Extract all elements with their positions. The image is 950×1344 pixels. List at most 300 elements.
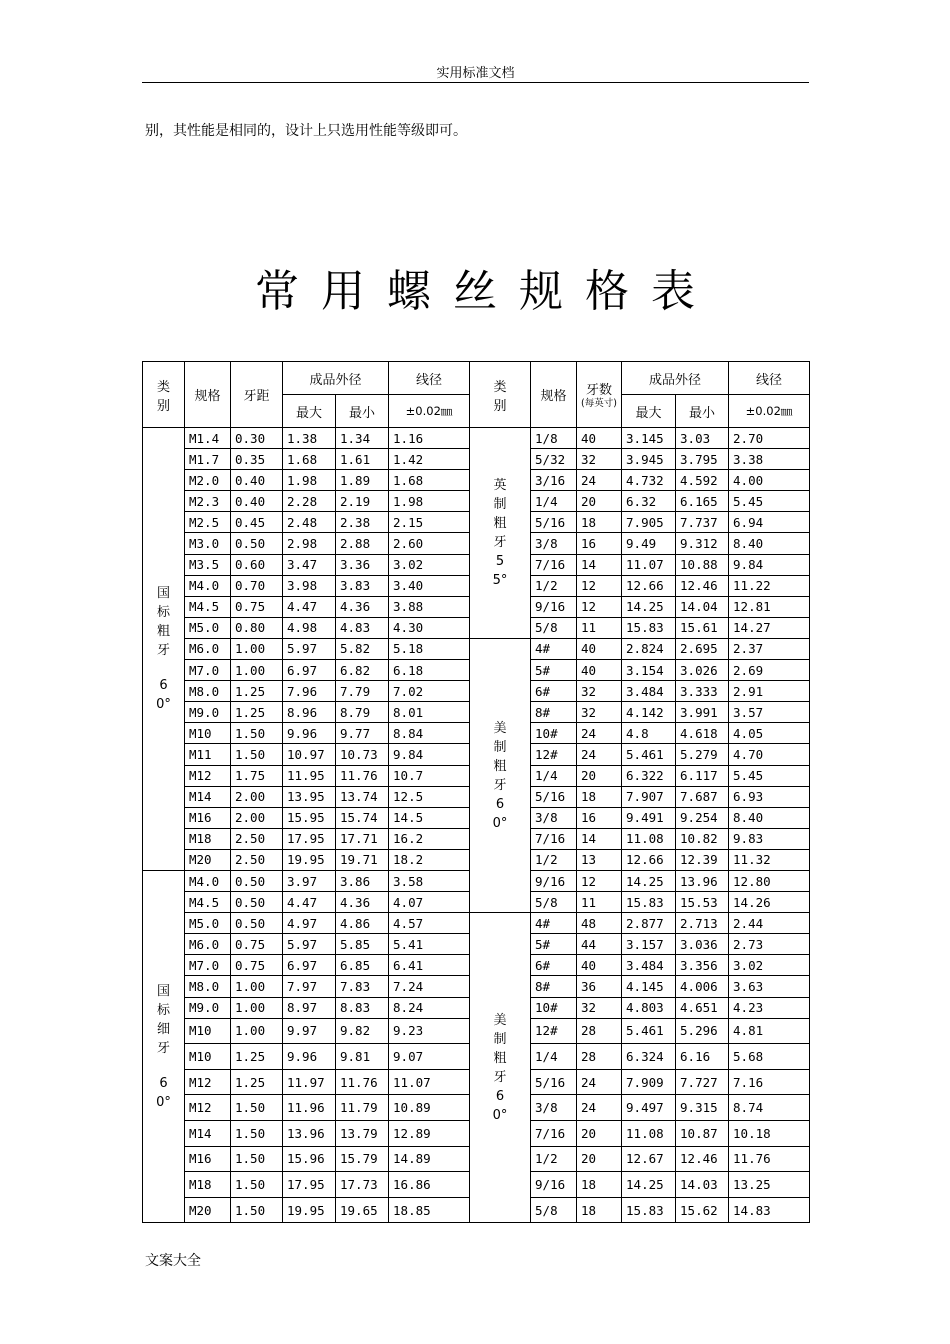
right-cell-tpi: 14 (577, 828, 622, 849)
header-spec-right: 规格 (531, 362, 577, 428)
left-cell-spec: M3.0 (185, 533, 231, 554)
right-cell-min: 3.036 (676, 934, 729, 955)
right-cell-wire: 3.02 (729, 955, 810, 976)
right-cell-tpi: 44 (577, 934, 622, 955)
left-cell-spec: M14 (185, 1121, 231, 1147)
left-cell-max: 5.97 (283, 638, 336, 659)
right-cell-max: 11.08 (622, 1121, 676, 1147)
right-cell-wire: 14.26 (729, 892, 810, 913)
right-cell-size: 9/16 (531, 1172, 577, 1198)
header-spec-left: 规格 (185, 362, 231, 428)
right-cell-wire: 13.25 (729, 1172, 810, 1198)
right-cell-size: 7/16 (531, 554, 577, 575)
left-cell-wire: 7.02 (389, 681, 470, 702)
right-cell-tpi: 16 (577, 807, 622, 828)
right-cell-size: 5/16 (531, 512, 577, 533)
left-cell-min: 2.38 (336, 512, 389, 533)
left-cell-wire: 4.07 (389, 892, 470, 913)
right-cell-wire: 14.27 (729, 617, 810, 638)
right-cell-tpi: 32 (577, 449, 622, 470)
right-cell-max: 2.877 (622, 913, 676, 934)
left-cell-wire: 9.84 (389, 744, 470, 765)
left-cell-max: 11.95 (283, 765, 336, 786)
left-cell-min: 13.74 (336, 786, 389, 807)
left-cell-wire: 8.84 (389, 723, 470, 744)
left-cell-max: 19.95 (283, 849, 336, 870)
footer-text: 文案大全 (145, 1253, 201, 1269)
right-cell-size: 5/16 (531, 1069, 577, 1095)
right-cell-size: 3/8 (531, 1095, 577, 1121)
right-cell-wire: 14.83 (729, 1197, 810, 1223)
right-cell-max: 2.824 (622, 638, 676, 659)
left-cell-pitch: 1.00 (231, 1018, 283, 1044)
left-cell-spec: M14 (185, 786, 231, 807)
left-cell-max: 15.96 (283, 1146, 336, 1172)
header-min-right: 最小 (676, 395, 729, 428)
left-cell-pitch: 1.50 (231, 723, 283, 744)
left-category-name: 国标细牙 (156, 983, 170, 1056)
right-category-name: 美制粗牙 (493, 720, 507, 793)
right-cell-tpi: 12 (577, 596, 622, 617)
left-cell-min: 7.83 (336, 976, 389, 997)
right-cell-size: 10# (531, 723, 577, 744)
left-cell-min: 9.77 (336, 723, 389, 744)
left-cell-min: 1.61 (336, 449, 389, 470)
right-cell-size: 9/16 (531, 596, 577, 617)
left-cell-wire: 3.02 (389, 554, 470, 575)
right-cell-max: 15.83 (622, 617, 676, 638)
left-cell-max: 4.97 (283, 913, 336, 934)
left-cell-spec: M8.0 (185, 681, 231, 702)
left-cell-spec: M4.0 (185, 870, 231, 891)
right-cell-size: 1/4 (531, 765, 577, 786)
right-cell-min: 14.03 (676, 1172, 729, 1198)
left-cell-min: 4.36 (336, 596, 389, 617)
left-cell-max: 3.97 (283, 870, 336, 891)
header-pitch: 牙距 (231, 362, 283, 428)
left-cell-spec: M10 (185, 1018, 231, 1044)
left-category-angle: 60° (156, 1075, 171, 1110)
right-category-angle: 60° (492, 1088, 508, 1123)
left-cell-min: 13.79 (336, 1121, 389, 1147)
right-cell-min: 4.618 (676, 723, 729, 744)
left-cell-max: 1.68 (283, 449, 336, 470)
right-cell-min: 5.279 (676, 744, 729, 765)
table-row (143, 428, 810, 449)
left-cell-wire: 6.18 (389, 660, 470, 681)
left-cell-min: 2.19 (336, 491, 389, 512)
left-cell-spec: M7.0 (185, 955, 231, 976)
right-cell-tpi: 11 (577, 892, 622, 913)
right-cell-max: 4.8 (622, 723, 676, 744)
right-cell-max: 12.66 (622, 849, 676, 870)
right-cell-max: 3.157 (622, 934, 676, 955)
left-cell-wire: 11.07 (389, 1069, 470, 1095)
right-cell-wire: 2.69 (729, 660, 810, 681)
table-body (143, 428, 810, 1223)
left-cell-pitch: 1.25 (231, 681, 283, 702)
header-max-left: 最大 (283, 395, 336, 428)
right-cell-min: 2.695 (676, 638, 729, 659)
left-cell-max: 13.95 (283, 786, 336, 807)
right-cell-tpi: 28 (577, 1018, 622, 1044)
right-category-1 (470, 638, 531, 912)
right-cell-max: 3.484 (622, 681, 676, 702)
right-cell-tpi: 40 (577, 638, 622, 659)
right-cell-max: 5.461 (622, 744, 676, 765)
left-cell-min: 8.79 (336, 702, 389, 723)
right-cell-size: 1/2 (531, 1146, 577, 1172)
right-cell-max: 6.322 (622, 765, 676, 786)
right-cell-size: 6# (531, 681, 577, 702)
header-max-right: 最大 (622, 395, 676, 428)
left-cell-min: 5.82 (336, 638, 389, 659)
right-cell-min: 13.96 (676, 870, 729, 891)
left-cell-wire: 9.23 (389, 1018, 470, 1044)
right-cell-max: 7.905 (622, 512, 676, 533)
right-cell-size: 5/8 (531, 1197, 577, 1223)
left-cell-pitch: 2.50 (231, 828, 283, 849)
right-cell-tpi: 20 (577, 1146, 622, 1172)
left-cell-max: 19.95 (283, 1197, 336, 1223)
right-cell-size: 3/8 (531, 807, 577, 828)
left-cell-spec: M1.7 (185, 449, 231, 470)
right-cell-tpi: 20 (577, 491, 622, 512)
right-cell-wire: 7.16 (729, 1069, 810, 1095)
right-cell-min: 3.991 (676, 702, 729, 723)
left-cell-wire: 16.86 (389, 1172, 470, 1198)
left-cell-min: 2.88 (336, 533, 389, 554)
page-title: 常用螺丝规格表 (255, 266, 717, 317)
right-cell-wire: 5.45 (729, 491, 810, 512)
left-cell-spec: M4.5 (185, 892, 231, 913)
left-category-0 (143, 428, 185, 871)
right-cell-size: 1/4 (531, 1044, 577, 1070)
right-cell-max: 7.909 (622, 1069, 676, 1095)
left-category-angle: 60° (156, 677, 171, 712)
right-cell-tpi: 18 (577, 1197, 622, 1223)
left-cell-pitch: 2.00 (231, 786, 283, 807)
left-cell-pitch: 1.00 (231, 660, 283, 681)
right-cell-min: 6.165 (676, 491, 729, 512)
right-cell-size: 7/16 (531, 828, 577, 849)
right-cell-size: 5/8 (531, 892, 577, 913)
header-tpi-note: (每英寸) (581, 398, 617, 409)
right-cell-wire: 4.00 (729, 470, 810, 491)
left-cell-pitch: 1.25 (231, 1069, 283, 1095)
left-cell-pitch: 0.75 (231, 596, 283, 617)
right-cell-max: 11.07 (622, 554, 676, 575)
right-cell-min: 4.651 (676, 997, 729, 1018)
right-cell-tpi: 32 (577, 702, 622, 723)
right-cell-tpi: 24 (577, 1069, 622, 1095)
left-cell-max: 6.97 (283, 660, 336, 681)
right-cell-min: 4.592 (676, 470, 729, 491)
left-cell-wire: 18.85 (389, 1197, 470, 1223)
right-cell-tpi: 18 (577, 786, 622, 807)
left-cell-spec: M12 (185, 1069, 231, 1095)
right-cell-max: 12.67 (622, 1146, 676, 1172)
right-cell-wire: 2.70 (729, 428, 810, 449)
right-cell-wire: 2.73 (729, 934, 810, 955)
right-cell-tpi: 40 (577, 428, 622, 449)
left-cell-spec: M9.0 (185, 997, 231, 1018)
left-cell-pitch: 0.70 (231, 575, 283, 596)
header-tpi-label: 牙数 (586, 383, 613, 398)
right-cell-min: 3.026 (676, 660, 729, 681)
left-cell-wire: 4.30 (389, 617, 470, 638)
left-cell-max: 4.47 (283, 596, 336, 617)
left-cell-spec: M11 (185, 744, 231, 765)
left-cell-wire: 5.18 (389, 638, 470, 659)
right-cell-min: 2.713 (676, 913, 729, 934)
right-cell-min: 15.62 (676, 1197, 729, 1223)
right-cell-max: 4.145 (622, 976, 676, 997)
left-cell-min: 9.81 (336, 1044, 389, 1070)
header-min-left: 最小 (336, 395, 389, 428)
right-cell-size: 10# (531, 997, 577, 1018)
right-cell-tpi: 11 (577, 617, 622, 638)
right-cell-max: 9.497 (622, 1095, 676, 1121)
left-cell-min: 19.65 (336, 1197, 389, 1223)
left-cell-min: 4.36 (336, 892, 389, 913)
left-cell-min: 17.73 (336, 1172, 389, 1198)
right-category-name: 英制粗牙 (493, 477, 507, 550)
right-cell-tpi: 16 (577, 533, 622, 554)
header-tpi (577, 362, 622, 428)
left-cell-min: 8.83 (336, 997, 389, 1018)
right-cell-tpi: 18 (577, 512, 622, 533)
right-cell-min: 15.53 (676, 892, 729, 913)
left-cell-wire: 3.58 (389, 870, 470, 891)
left-cell-pitch: 0.30 (231, 428, 283, 449)
right-cell-max: 6.32 (622, 491, 676, 512)
left-cell-spec: M12 (185, 765, 231, 786)
right-cell-tpi: 28 (577, 1044, 622, 1070)
right-cell-tpi: 24 (577, 723, 622, 744)
right-cell-tpi: 14 (577, 554, 622, 575)
left-cell-max: 7.97 (283, 976, 336, 997)
left-cell-spec: M12 (185, 1095, 231, 1121)
right-category-name: 美制粗牙 (493, 1012, 507, 1085)
right-category-0 (470, 428, 531, 639)
left-cell-min: 6.85 (336, 955, 389, 976)
right-cell-wire: 2.44 (729, 913, 810, 934)
left-cell-wire: 3.40 (389, 575, 470, 596)
right-cell-wire: 4.81 (729, 1018, 810, 1044)
left-cell-pitch: 0.35 (231, 449, 283, 470)
left-cell-pitch: 1.50 (231, 1095, 283, 1121)
right-cell-min: 5.296 (676, 1018, 729, 1044)
left-cell-max: 11.96 (283, 1095, 336, 1121)
right-cell-tpi: 24 (577, 1095, 622, 1121)
left-cell-min: 5.85 (336, 934, 389, 955)
left-cell-max: 4.47 (283, 892, 336, 913)
left-cell-pitch: 0.50 (231, 913, 283, 934)
right-cell-wire: 2.37 (729, 638, 810, 659)
right-category-2 (470, 913, 531, 1223)
left-cell-min: 3.36 (336, 554, 389, 575)
header-category-left: 类别 (143, 362, 185, 428)
right-cell-max: 14.25 (622, 1172, 676, 1198)
right-cell-wire: 11.76 (729, 1146, 810, 1172)
right-cell-size: 7/16 (531, 1121, 577, 1147)
right-cell-tpi: 48 (577, 913, 622, 934)
left-cell-pitch: 1.50 (231, 1146, 283, 1172)
right-cell-wire: 3.57 (729, 702, 810, 723)
left-cell-spec: M8.0 (185, 976, 231, 997)
left-cell-max: 9.97 (283, 1018, 336, 1044)
right-cell-tpi: 24 (577, 470, 622, 491)
left-cell-spec: M1.4 (185, 428, 231, 449)
running-header: 实用标准文档 (436, 66, 515, 81)
left-cell-pitch: 0.40 (231, 491, 283, 512)
header-outer-dia-right: 成品外径 (622, 362, 729, 395)
left-cell-min: 17.71 (336, 828, 389, 849)
right-cell-tpi: 40 (577, 955, 622, 976)
right-cell-wire: 8.74 (729, 1095, 810, 1121)
right-cell-min: 3.795 (676, 449, 729, 470)
left-cell-wire: 10.89 (389, 1095, 470, 1121)
left-cell-wire: 7.24 (389, 976, 470, 997)
header-divider (142, 82, 809, 83)
right-cell-size: 9/16 (531, 870, 577, 891)
right-cell-size: 1/8 (531, 428, 577, 449)
left-cell-wire: 8.01 (389, 702, 470, 723)
right-cell-tpi: 18 (577, 1172, 622, 1198)
left-cell-min: 6.82 (336, 660, 389, 681)
left-cell-max: 15.95 (283, 807, 336, 828)
right-cell-max: 15.83 (622, 892, 676, 913)
left-cell-spec: M7.0 (185, 660, 231, 681)
right-cell-min: 6.16 (676, 1044, 729, 1070)
right-cell-min: 15.61 (676, 617, 729, 638)
header-tolerance-right: ±0.02㎜ (729, 395, 810, 428)
right-cell-size: 1/4 (531, 491, 577, 512)
right-cell-size: 3/16 (531, 470, 577, 491)
left-cell-spec: M4.5 (185, 596, 231, 617)
left-cell-max: 8.96 (283, 702, 336, 723)
table-row (143, 913, 810, 934)
right-cell-wire: 4.70 (729, 744, 810, 765)
left-category-1 (143, 870, 185, 1222)
left-cell-min: 11.76 (336, 765, 389, 786)
left-cell-spec: M6.0 (185, 638, 231, 659)
right-cell-max: 3.945 (622, 449, 676, 470)
left-cell-max: 8.97 (283, 997, 336, 1018)
left-cell-max: 7.96 (283, 681, 336, 702)
right-cell-min: 7.687 (676, 786, 729, 807)
left-cell-min: 3.86 (336, 870, 389, 891)
left-cell-spec: M18 (185, 1172, 231, 1198)
right-cell-size: 1/2 (531, 849, 577, 870)
right-cell-wire: 8.40 (729, 533, 810, 554)
right-cell-tpi: 24 (577, 744, 622, 765)
left-cell-max: 9.96 (283, 723, 336, 744)
left-cell-wire: 2.60 (389, 533, 470, 554)
left-cell-max: 10.97 (283, 744, 336, 765)
left-cell-pitch: 1.00 (231, 997, 283, 1018)
left-cell-min: 10.73 (336, 744, 389, 765)
left-cell-pitch: 2.50 (231, 849, 283, 870)
right-cell-size: 12# (531, 744, 577, 765)
right-cell-size: 6# (531, 955, 577, 976)
left-cell-pitch: 1.00 (231, 638, 283, 659)
right-cell-wire: 3.63 (729, 976, 810, 997)
left-cell-min: 15.74 (336, 807, 389, 828)
left-category-name: 国标粗牙 (156, 585, 170, 658)
right-cell-max: 9.491 (622, 807, 676, 828)
left-cell-min: 1.34 (336, 428, 389, 449)
left-cell-spec: M20 (185, 849, 231, 870)
right-cell-min: 12.46 (676, 1146, 729, 1172)
right-cell-wire: 11.22 (729, 575, 810, 596)
left-cell-wire: 12.5 (389, 786, 470, 807)
header-tolerance-left: ±0.02㎜ (389, 395, 470, 428)
right-cell-wire: 5.45 (729, 765, 810, 786)
header-wire-dia-right: 线径 (729, 362, 810, 395)
left-cell-wire: 6.41 (389, 955, 470, 976)
right-cell-tpi: 40 (577, 660, 622, 681)
right-cell-wire: 6.93 (729, 786, 810, 807)
left-cell-spec: M20 (185, 1197, 231, 1223)
right-cell-tpi: 12 (577, 575, 622, 596)
right-category-angle: 60° (492, 796, 508, 831)
left-cell-max: 3.98 (283, 575, 336, 596)
header-wire-dia-left: 线径 (389, 362, 470, 395)
left-cell-wire: 14.5 (389, 807, 470, 828)
left-cell-wire: 5.41 (389, 934, 470, 955)
right-cell-wire: 12.80 (729, 870, 810, 891)
right-cell-wire: 10.18 (729, 1121, 810, 1147)
right-cell-size: 3/8 (531, 533, 577, 554)
right-cell-min: 3.356 (676, 955, 729, 976)
right-cell-min: 3.03 (676, 428, 729, 449)
left-cell-pitch: 0.60 (231, 554, 283, 575)
right-cell-size: 5# (531, 934, 577, 955)
right-cell-max: 5.461 (622, 1018, 676, 1044)
left-cell-wire: 9.07 (389, 1044, 470, 1070)
left-cell-max: 2.98 (283, 533, 336, 554)
left-cell-wire: 14.89 (389, 1146, 470, 1172)
right-cell-max: 3.484 (622, 955, 676, 976)
right-cell-size: 8# (531, 702, 577, 723)
right-cell-min: 10.88 (676, 554, 729, 575)
left-cell-wire: 3.88 (389, 596, 470, 617)
right-cell-size: 5# (531, 660, 577, 681)
right-cell-tpi: 20 (577, 765, 622, 786)
left-cell-pitch: 0.80 (231, 617, 283, 638)
left-cell-wire: 12.89 (389, 1121, 470, 1147)
left-cell-min: 3.83 (336, 575, 389, 596)
right-cell-min: 7.737 (676, 512, 729, 533)
left-cell-pitch: 1.50 (231, 744, 283, 765)
left-cell-max: 9.96 (283, 1044, 336, 1070)
left-cell-spec: M2.3 (185, 491, 231, 512)
right-cell-tpi: 20 (577, 1121, 622, 1147)
right-cell-min: 4.006 (676, 976, 729, 997)
right-cell-size: 1/2 (531, 575, 577, 596)
left-cell-spec: M6.0 (185, 934, 231, 955)
right-cell-wire: 8.40 (729, 807, 810, 828)
right-cell-min: 9.254 (676, 807, 729, 828)
left-cell-max: 17.95 (283, 828, 336, 849)
left-cell-spec: M16 (185, 1146, 231, 1172)
right-cell-max: 14.25 (622, 870, 676, 891)
left-cell-pitch: 0.45 (231, 512, 283, 533)
left-cell-pitch: 1.25 (231, 702, 283, 723)
left-cell-spec: M4.0 (185, 575, 231, 596)
